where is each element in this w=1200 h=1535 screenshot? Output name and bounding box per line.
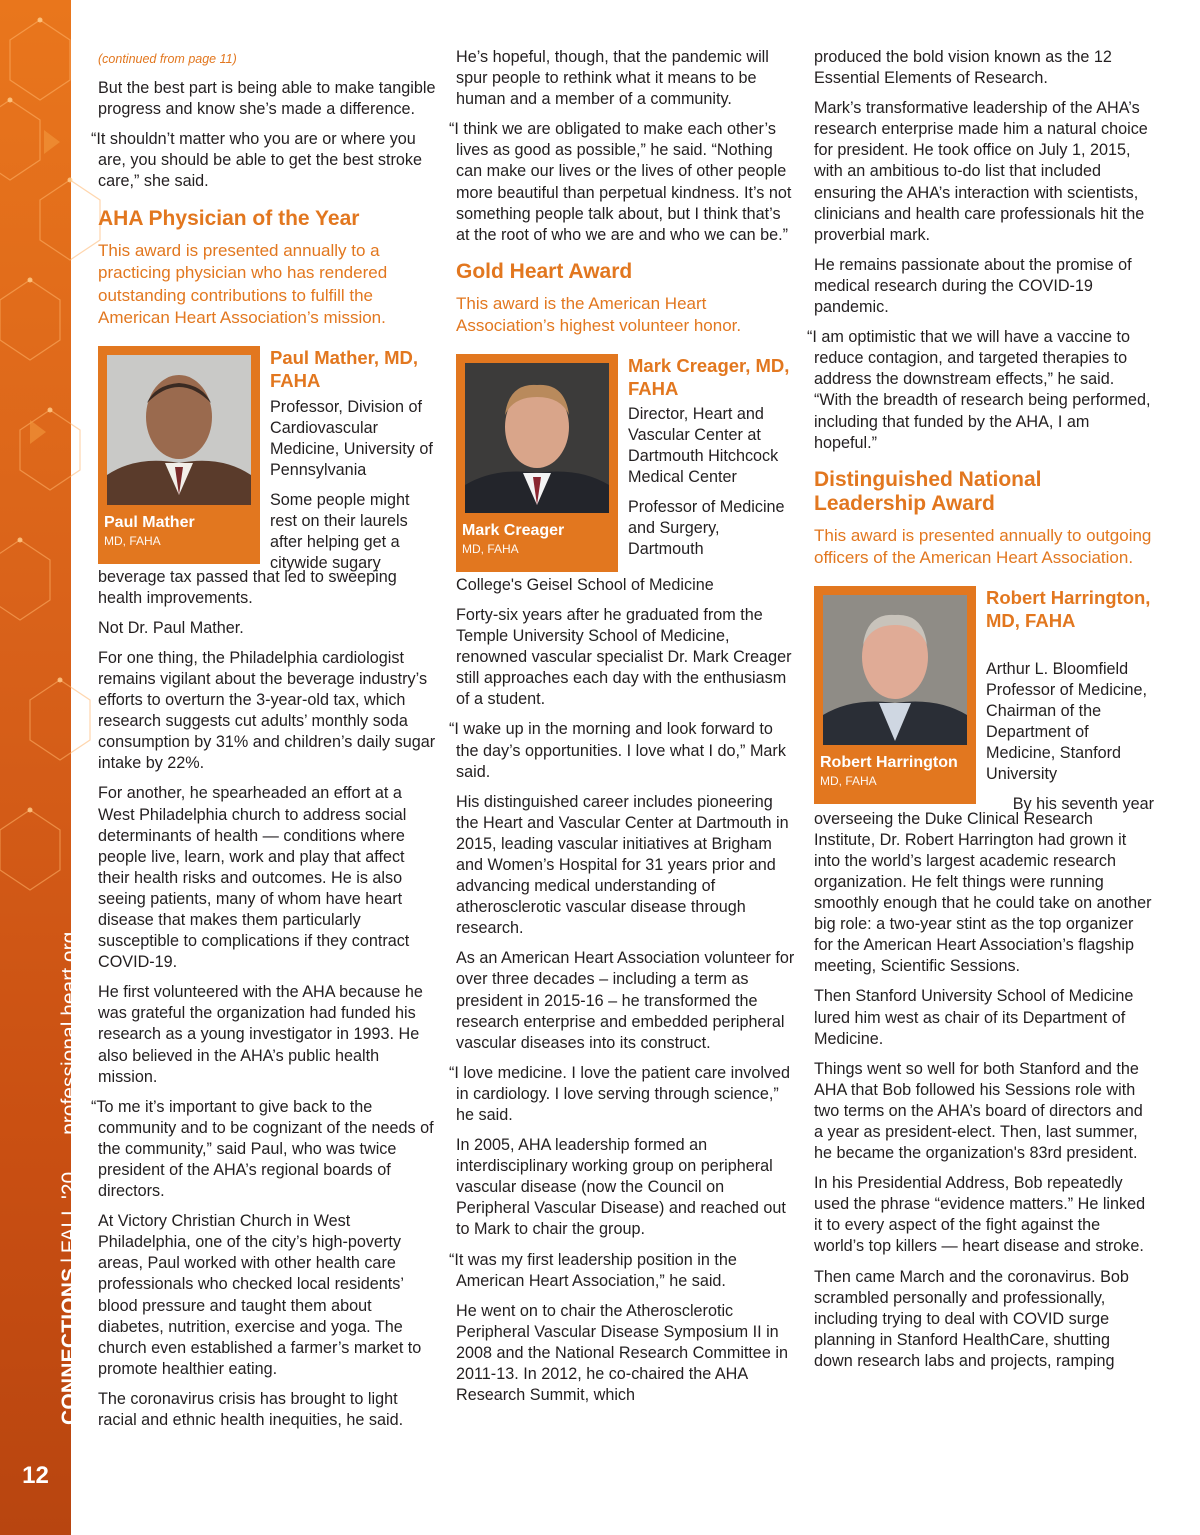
paragraph: He remains passionate about the promise of medical research during the COVID-19 pandemic.: [814, 255, 1132, 317]
profile-details: [270, 397, 438, 584]
paragraph: “I think we are obligated to make each other’s lives as good as possible,” he said. “Nothing can make our lives or the lives of other people more beautiful than perpetual kindness. It’s not something people talk about, but I think that’s at the root of who we are and who we can be.”: [449, 120, 792, 244]
paragraph: “It was my first leadership position in the American Heart Association,” he said.: [449, 1250, 737, 1290]
paragraph: Mark’s transformative leadership of the AHA’s research enterprise made him a natural choice for president. He took office on July 1, 2015, with an ambitious to-do list that included ensuring the AHA’s interaction with scientists, clinicians and health care professionals hit the proverbial mark.: [814, 99, 1148, 244]
photo-caption-name: Paul Mather: [104, 513, 195, 531]
paragraph: At Victory Christian Church in West Philadelphia, one of the city’s high-poverty areas, Paul worked with other health care professionals who checked local residents’ blood pressure and taught them about diabetes, nutrition, exercise and yoga. The church even established a farmer’s market to promote healthier eating.: [98, 1212, 422, 1378]
paragraph: beverage tax passed that led to sweeping health improvements.: [98, 567, 397, 607]
paragraph: His distinguished career includes pioneering the Heart and Vascular Center at Dartmouth in 2015, leading vascular initiatives at Brigham and Women’s Hospital for 31 years prior and advancing medical understanding of atherosclerotic vascular disease through research.: [456, 792, 789, 938]
paragraph-lead: Professor of Medicine and Surgery, Dartmouth: [628, 498, 785, 559]
paragraph: In 2005, AHA leadership formed an interdisciplinary working group on peripheral vascular disease (now the Council on Peripheral Vascular Disease) and reached out to Mark to chair the group.: [456, 1136, 786, 1239]
paragraph: produced the bold vision known as the 12 Essential Elements of Research.: [814, 48, 1112, 88]
profile-title: Director, Heart and Vascular Center at Dartmouth Hitchcock Medical Center: [628, 404, 779, 487]
left-sidebar-band: [0, 0, 81, 1535]
award-description: This award is the American Heart Association’s highest volunteer honor.: [456, 293, 742, 336]
paragraph: For another, he spearheaded an effort at a West Philadelphia church to address social determinants of health — conditions where people live, learn, work and play that affect their health risks and outcomes. He is also seeing patients, many of whom have heart disease that makes them particularly susceptible to complications if they contract COVID-19.: [98, 784, 410, 972]
photo-caption-credentials: MD, FAHA: [462, 541, 519, 556]
issue-label: FALL '20: [58, 1171, 81, 1254]
page-number: 12: [22, 1462, 49, 1489]
paragraph: He went on to chair the Atherosclerotic Peripheral Vascular Disease Symposium II in 2008 and the National Research Committee in 2011-13. In 2012, he co-chaired the AHA Research Summit, which: [456, 1301, 789, 1405]
paragraph: “I love medicine. I love the patient care involved in cardiology. I love serving through science,” he said.: [449, 1063, 791, 1124]
portrait-photo: [107, 355, 251, 505]
award-title: AHA Physician of the Year: [98, 206, 360, 230]
photo-caption-name: Robert Harrington: [820, 753, 958, 771]
photo-caption-credentials: MD, FAHA: [104, 533, 161, 548]
paragraph-lead: Some people might rest on their laurels after helping get a citywide sugary: [270, 490, 410, 573]
paragraph-lead: By his seventh year: [1012, 795, 1154, 814]
paragraph: Then Stanford University School of Medicine lured him west as chair of its Department of Medicine.: [814, 987, 1134, 1048]
paragraph: Then came March and the coronavirus. Bob scrambled personally and professionally, including trying to deal with COVID surge planning in Stanford HealthCare, shutting down research labs and projects, ramping: [814, 1267, 1129, 1370]
profile-robert-harrington: [808, 586, 1154, 814]
portrait-frame: [814, 586, 976, 804]
profile-mark-creager: [450, 354, 795, 579]
profile-details: [986, 659, 1154, 825]
website-url: professional.heart.org: [58, 931, 81, 1135]
profile-paul-mather: [92, 346, 437, 571]
paragraph: Forty-six years after he graduated from the Temple University School of Medicine, renowned vascular specialist Dr. Mark Creager still approaches each day with the enthusiasm of a student.: [456, 605, 792, 709]
column-2: [450, 47, 795, 1415]
award-description: This award is presented annually to a practicing physician who has rendered outstanding contributions to fulfill the American Heart Association’s mission.: [98, 240, 388, 328]
paragraph: But the best part is being able to make tangible progress and know she’s made a difference.: [98, 79, 436, 119]
column-1: [92, 47, 437, 1440]
paragraph: “I am optimistic that we will have a vaccine to reduce contagion, and targeted therapies to address the downstream effects,” he said. “With the breadth of research being performed, including that funded by the AHA, I am hopeful.”: [807, 328, 1151, 452]
paragraph: In his Presidential Address, Bob repeatedly used the phrase “evidence matters.” He linked it to every aspect of the fight against the world’s top killers — heart disease and stroke.: [814, 1174, 1146, 1256]
paragraph: He’s hopeful, though, that the pandemic will spur people to rethink what it means to be human and a member of a community.: [456, 48, 769, 109]
paragraph: The coronavirus crisis has brought to light racial and ethnic health inequities, he said.: [98, 1389, 404, 1430]
paragraph: overseeing the Duke Clinical Research Institute, Dr. Robert Harrington had grown it into the world’s largest academic research organization. He felt things were running smoothly enough that he could take on another big role: a two-year stint as the top organizer for the American Heart Association’s flagship meeting, Scientific Sessions.: [814, 809, 1152, 976]
paragraph: As an American Heart Association volunteer for over three decades – including a term as president in 2015-16 – he transformed the research enterprise and embedded peripheral vascular diseases into its construct.: [456, 949, 795, 1052]
column-3: [808, 47, 1153, 1381]
paragraph: College's Geisel School of Medicine: [456, 575, 714, 594]
paragraph: Things went so well for both Stanford and the AHA that Bob followed his Sessions role with two terms on the AHA’s board of directors and a year as president-elect. Then, last summer, he became the organization's 83rd president.: [814, 1059, 1143, 1163]
award-title: Gold Heart Award: [456, 259, 633, 283]
paragraph: “I wake up in the morning and look forward to the day’s opportunities. I love what I do,” Mark said.: [449, 720, 786, 781]
profile-name: Paul Mather, MD, FAHA: [270, 346, 419, 391]
portrait-photo: [823, 595, 967, 745]
portrait-frame: [456, 354, 618, 572]
continued-note: (continued from page 11): [98, 52, 237, 66]
paragraph: “It shouldn’t matter who you are or where you are, you should be able to get the best stroke care,” she said.: [91, 130, 422, 191]
profile-name: Robert Harrington, MD, FAHA: [986, 586, 1151, 631]
publication-name: CONNECTIONS: [58, 1267, 81, 1425]
publication-separator: |: [58, 1257, 81, 1264]
profile-name: Mark Creager, MD, FAHA: [628, 354, 790, 399]
profile-title: Professor, Division of Cardiovascular Medicine, University of Pennsylvania: [270, 397, 433, 479]
award-description: This award is presented annually to outgoing officers of the American Heart Association.: [814, 525, 1152, 568]
portrait-frame: [98, 346, 260, 564]
paragraph: He first volunteered with the AHA because he was grateful the organization had funded his research as a young investigator in 1993. He also believed in the AHA’s public health mission.: [98, 983, 423, 1086]
photo-caption-credentials: MD, FAHA: [820, 773, 877, 788]
portrait-photo: [465, 363, 609, 513]
award-title: Distinguished National Leadership Award: [814, 467, 1042, 515]
paragraph: Not Dr. Paul Mather.: [98, 618, 244, 637]
profile-details: [628, 404, 796, 570]
paragraph: “To me it’s important to give back to the community and to be cognizant of the needs of the community,” said Paul, who was twice president of the AHA’s regional boards of directors.: [91, 1097, 434, 1201]
sidebar-vertical-text: [58, 932, 82, 1425]
paragraph: For one thing, the Philadelphia cardiologist remains vigilant about the beverage industry’s efforts to overturn the 3-year-old tax, which research suggests cut adults’ monthly soda consumption by 31% and children’s daily sugar intake by 22%.: [98, 648, 436, 773]
profile-title: Arthur L. Bloomfield Professor of Medicine, Chairman of the Department of Medicine, Stanford University: [986, 659, 1148, 784]
photo-caption-name: Mark Creager: [462, 521, 565, 539]
